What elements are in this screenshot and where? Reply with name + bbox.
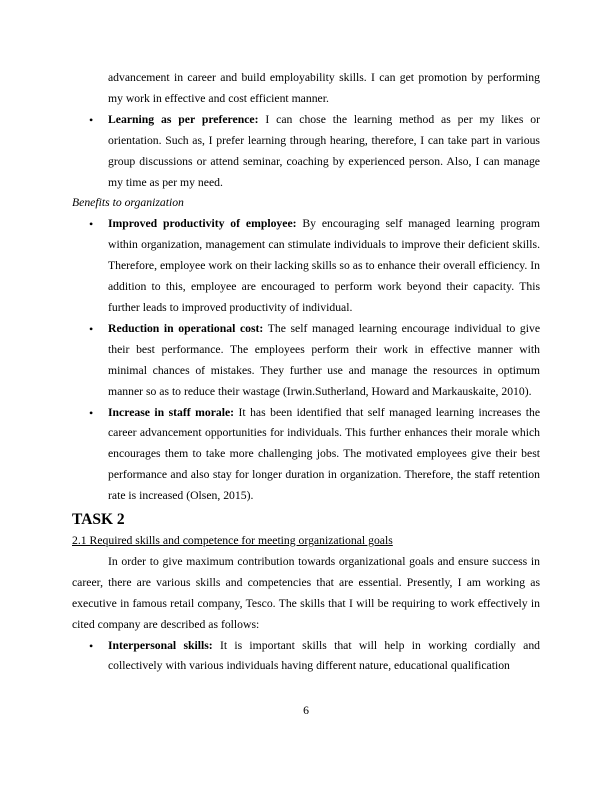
bullet-item-interpersonal-skills bbox=[72, 636, 540, 678]
intro-paragraph: In order to give maximum contribution towards organizational goals and ensure success in career, there are various skills and competencies that are essential. Presently, I am working as executive in famous retail company, Tesco. The skills that I will be requiring to work effectively in cited company are described as follows: bbox=[72, 554, 540, 631]
section-heading: 2.1 Required skills and competence for meeting organizational goals bbox=[72, 534, 393, 548]
bullet-label: Increase in staff morale: bbox=[108, 405, 235, 419]
bullet-text: It is important skills that will help in working cordially and collectively with various individuals having different nature, educational qualification bbox=[108, 638, 541, 673]
org-benefits-heading: Benefits to organization bbox=[72, 196, 184, 210]
bullet-icon: • bbox=[89, 112, 94, 127]
bullet-item-staff-morale bbox=[72, 403, 540, 508]
personal-benefits-list bbox=[72, 110, 540, 194]
bullet-text: By encouraging self managed learning program within organization, management can stimulate individuals to improve their deficient skills. Therefore, employee work on their lacking skills so as to enhance their overall efficiency. In addition to this, employee are encouraged to perform work beyond their capacity. This further leads to improved productivity of individual. bbox=[108, 217, 540, 314]
page-content bbox=[72, 68, 540, 677]
skills-list bbox=[72, 636, 540, 678]
bullet-item-learning-preference bbox=[72, 110, 540, 194]
continued-paragraph: advancement in career and build employability skills. I can get promotion by performing my work in effective and cost efficient manner. bbox=[108, 71, 540, 105]
bullet-icon: • bbox=[89, 405, 94, 420]
bullet-icon: • bbox=[89, 638, 94, 653]
bullet-icon: • bbox=[89, 321, 94, 336]
bullet-text: The self managed learning encourage individual to give their best performance. The employees perform their work in effective manner with minimal chances of mistakes. They further use and manage the resources in optimum manner so as to reduce their wastage (Irwin.Sutherland, Howard and Markauskaite, 2010). bbox=[108, 321, 541, 398]
org-benefits-list bbox=[72, 214, 540, 507]
bullet-label: Reduction in operational cost: bbox=[108, 321, 264, 335]
bullet-label: Interpersonal skills: bbox=[108, 638, 213, 652]
section-heading-wrapper bbox=[72, 531, 540, 552]
bullet-text: It has been identified that self managed learning increases the career advancement opportunities for individuals. This further enhances their morale which encourages them to take more challenging jobs. The motivated employees give their best performance and also stay for longer duration in organization. Therefore, the staff retention rate is increased (Olsen, 2015). bbox=[108, 405, 541, 503]
bullet-label: Improved productivity of employee: bbox=[108, 217, 297, 231]
bullet-text: I can chose the learning method as per my likes or orientation. Such as, I prefer learning through hearing, therefore, I can take part in various group discussions or attend seminar, coaching by experienced person. Also, I can manage my time as per my need. bbox=[108, 112, 540, 189]
page-number: 6 bbox=[303, 704, 309, 717]
bullet-item-productivity bbox=[72, 214, 540, 319]
bullet-item-operational-cost bbox=[72, 319, 540, 403]
bullet-icon: • bbox=[89, 217, 94, 232]
bullet-label: Learning as per preference: bbox=[108, 112, 259, 126]
task-heading: TASK 2 bbox=[72, 511, 125, 529]
